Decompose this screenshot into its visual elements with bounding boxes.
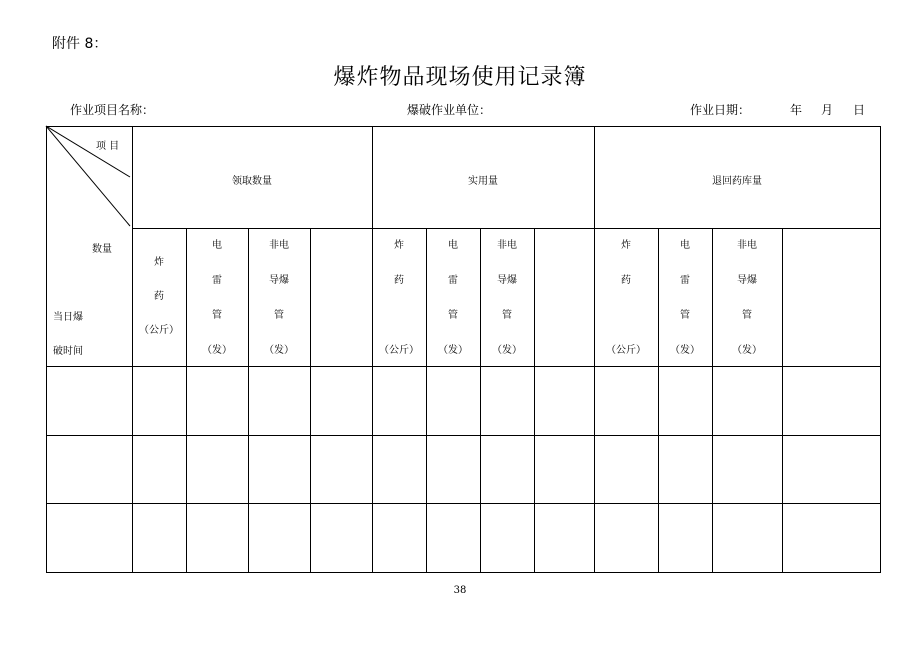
day-label: 日 [853, 103, 866, 117]
blasting-unit-label: 爆破作业单位： [407, 103, 492, 117]
col-explosive-used: 炸 药 （公斤） [379, 240, 419, 356]
year-label: 年 [790, 103, 803, 117]
month-label: 月 [821, 103, 834, 117]
col-electric-detonator-returned: 电 雷 管 （发） [670, 240, 700, 356]
col-nonelectric-tube-used: 非电 导爆 管 （发） [492, 240, 522, 356]
project-name-label: 作业项目名称： [70, 103, 155, 117]
corner-item-label: 项 目 [96, 141, 120, 152]
group-header-received: 领取数量 [232, 176, 272, 187]
col-nonelectric-tube-returned: 非电 导爆 管 （发） [732, 240, 762, 356]
attachment-label: 附件 8： [52, 36, 108, 52]
corner-quantity-label: 数量 [92, 244, 112, 255]
col-explosive-returned: 炸 药 （公斤） [606, 240, 646, 356]
col-electric-detonator-received: 电 雷 管 （发） [202, 240, 232, 356]
col-explosive-received: 炸 药 （公斤） [139, 257, 179, 336]
work-date-label: 作业日期： [690, 103, 751, 117]
document-title: 爆炸物品现场使用记录簿 [333, 65, 587, 90]
page-number: 38 [453, 585, 467, 596]
group-header-returned: 退回药库量 [712, 176, 762, 187]
col-nonelectric-tube-received: 非电 导爆 管 （发） [264, 240, 294, 356]
group-header-used: 实用量 [468, 176, 498, 187]
corner-time-label-2: 破时间 [53, 346, 83, 357]
col-electric-detonator-used: 电 雷 管 （发） [438, 240, 468, 356]
corner-time-label-1: 当日爆 [53, 312, 83, 323]
